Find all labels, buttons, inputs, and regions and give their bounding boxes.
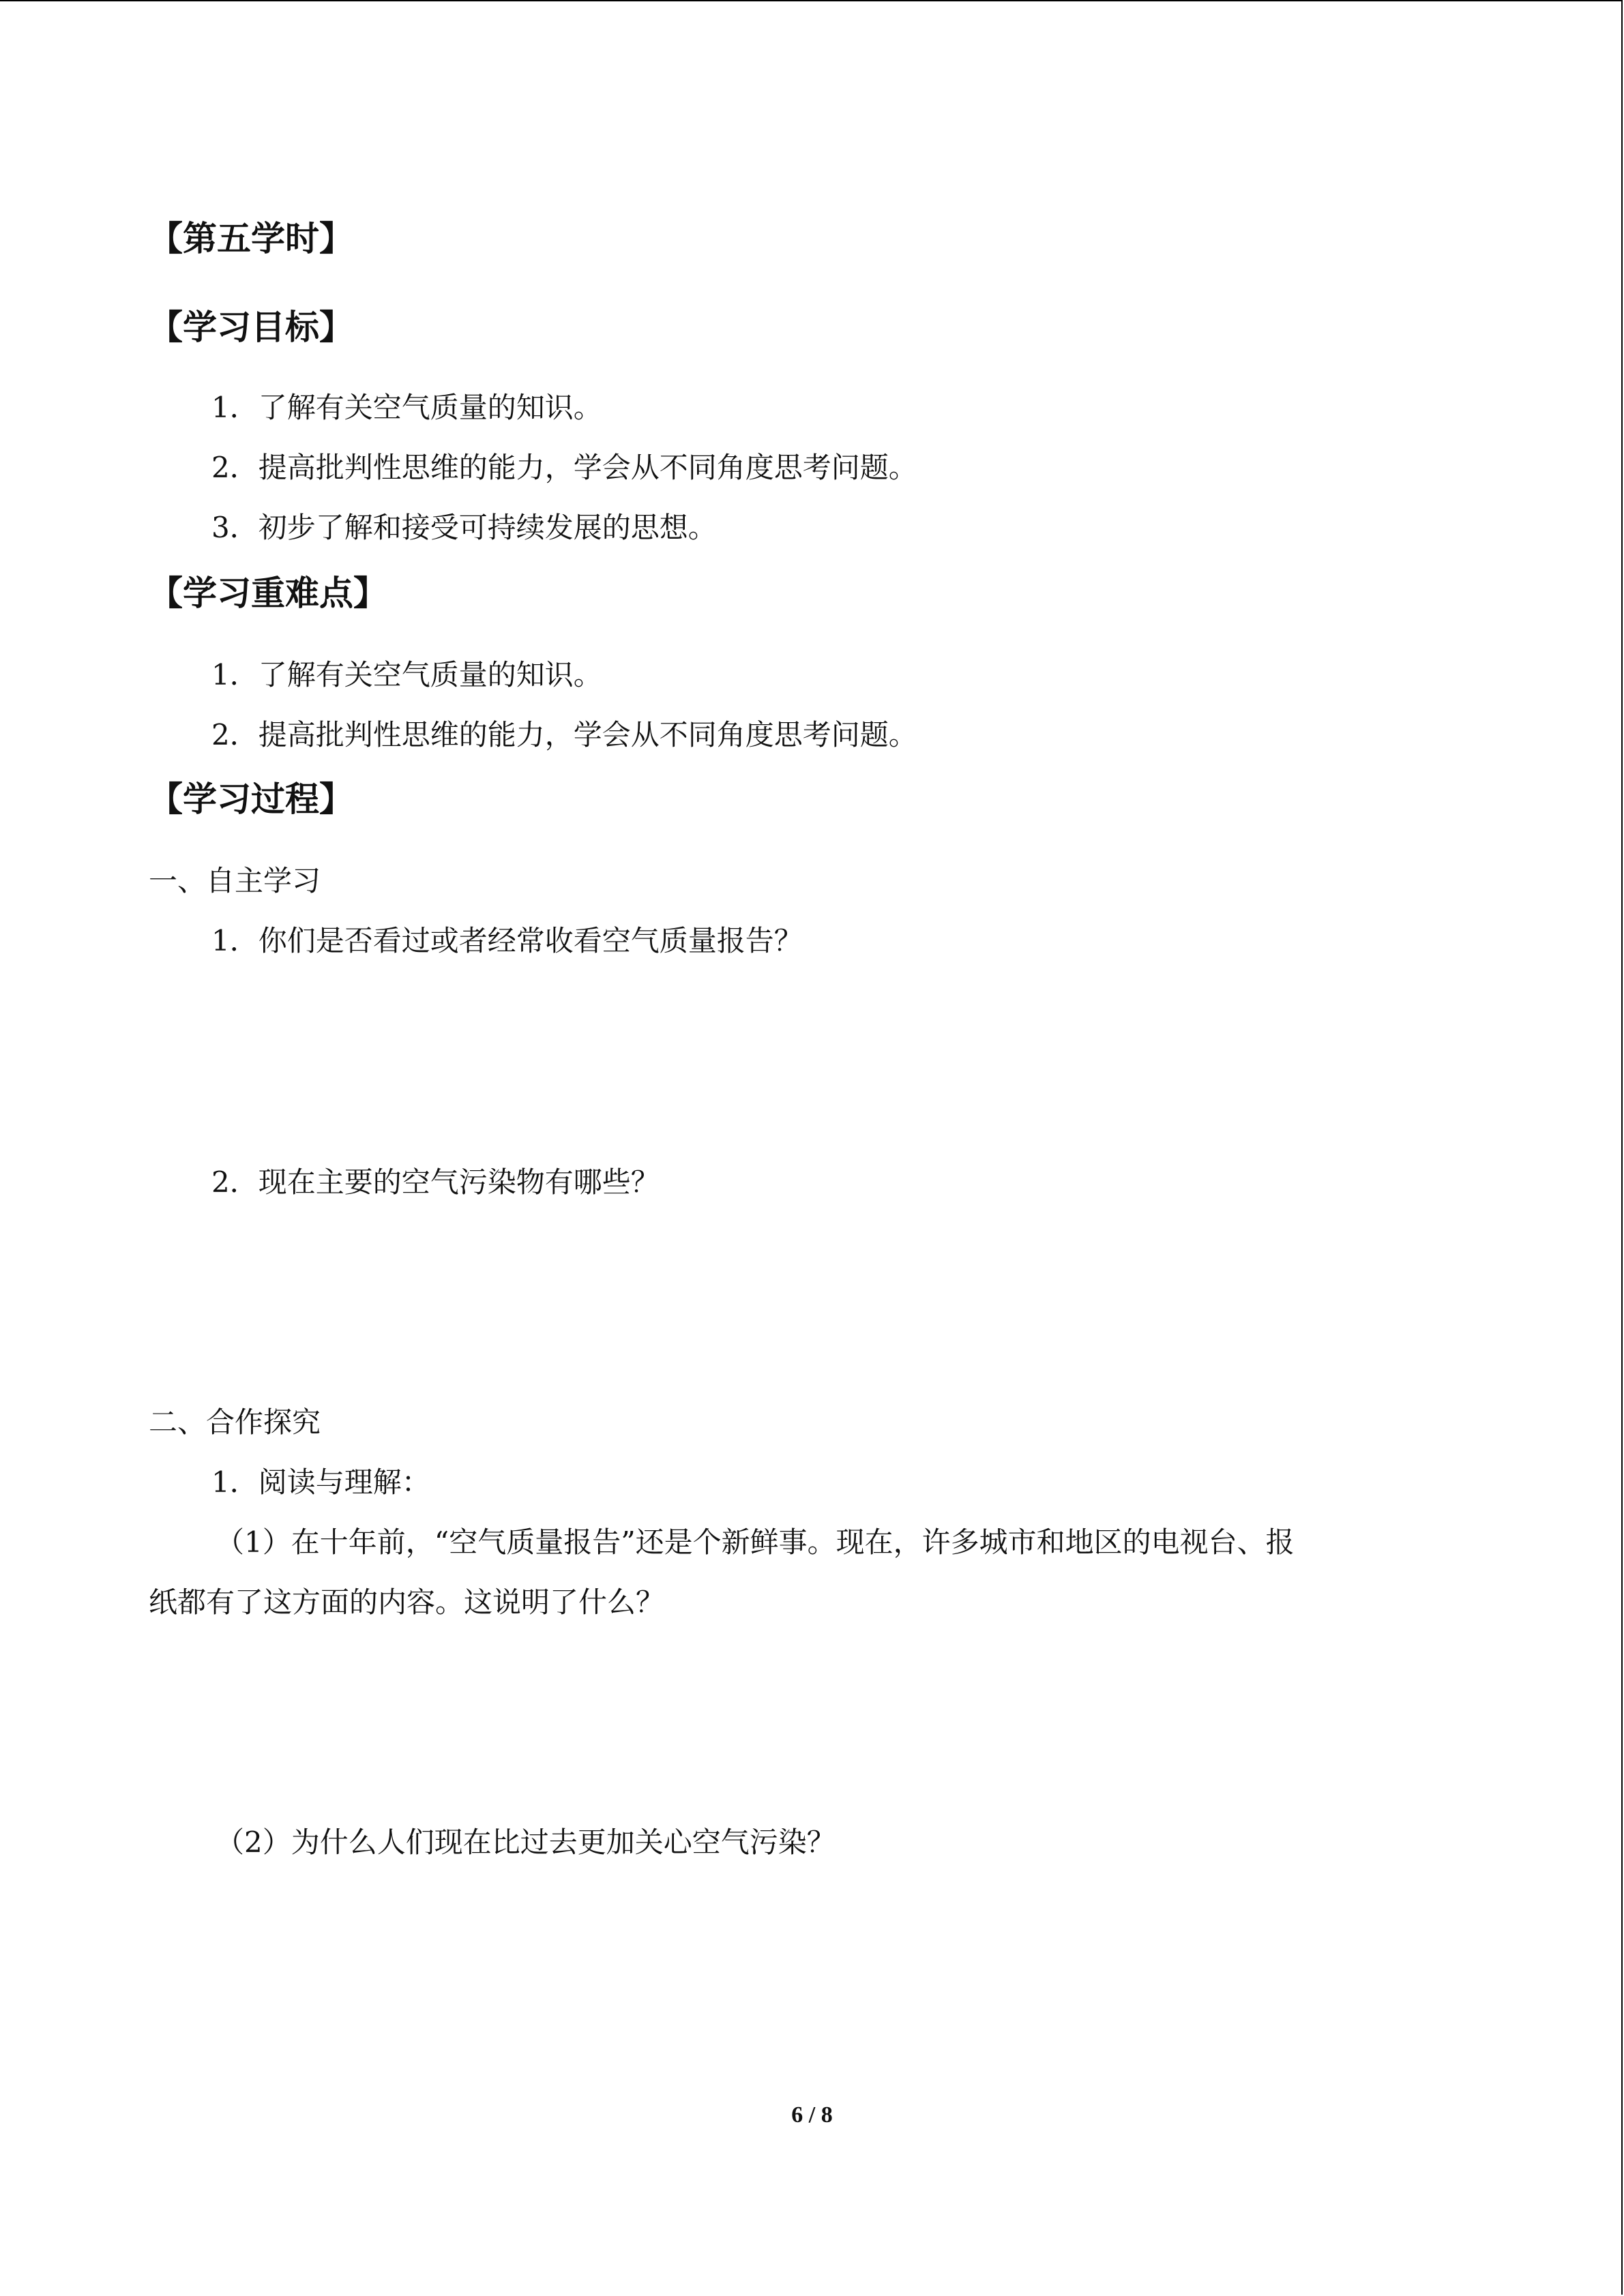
self-study-question: 1．你们是否看过或者经常收看空气质量报告？ xyxy=(211,924,803,957)
cooperation-title: 二、合作探究 xyxy=(149,1405,321,1439)
key-points-heading: 【学习重难点】 xyxy=(149,573,387,613)
question-2: （2）为什么人们现在比过去更加关心空气污染？ xyxy=(216,1825,836,1859)
process-heading: 【学习过程】 xyxy=(149,779,353,819)
objective-item: 3．初步了解和接受可持续发展的思想。 xyxy=(211,511,717,544)
key-point-item: 2．提高批判性思维的能力，学会从不同角度思考问题。 xyxy=(211,718,917,751)
reading-item: 1．阅读与理解： xyxy=(211,1465,430,1499)
objective-item: 2．提高批判性思维的能力，学会从不同角度思考问题。 xyxy=(211,451,917,484)
question-1-line-1: （1）在十年前，“空气质量报告”还是个新鲜事。现在，许多城市和地区的电视台、报 xyxy=(216,1525,1295,1559)
key-point-item: 1．了解有关空气质量的知识。 xyxy=(211,658,602,691)
objectives-heading: 【学习目标】 xyxy=(149,308,353,347)
self-study-question: 2．现在主要的空气污染物有哪些？ xyxy=(211,1165,660,1199)
objective-item: 1．了解有关空气质量的知识。 xyxy=(211,391,602,424)
self-study-title: 一、自主学习 xyxy=(149,864,321,897)
lesson-heading: 【第五学时】 xyxy=(149,219,353,258)
page-number: 6 / 8 xyxy=(791,2102,833,2128)
question-1-line-2: 纸都有了这方面的内容。这说明了什么？ xyxy=(149,1585,665,1619)
